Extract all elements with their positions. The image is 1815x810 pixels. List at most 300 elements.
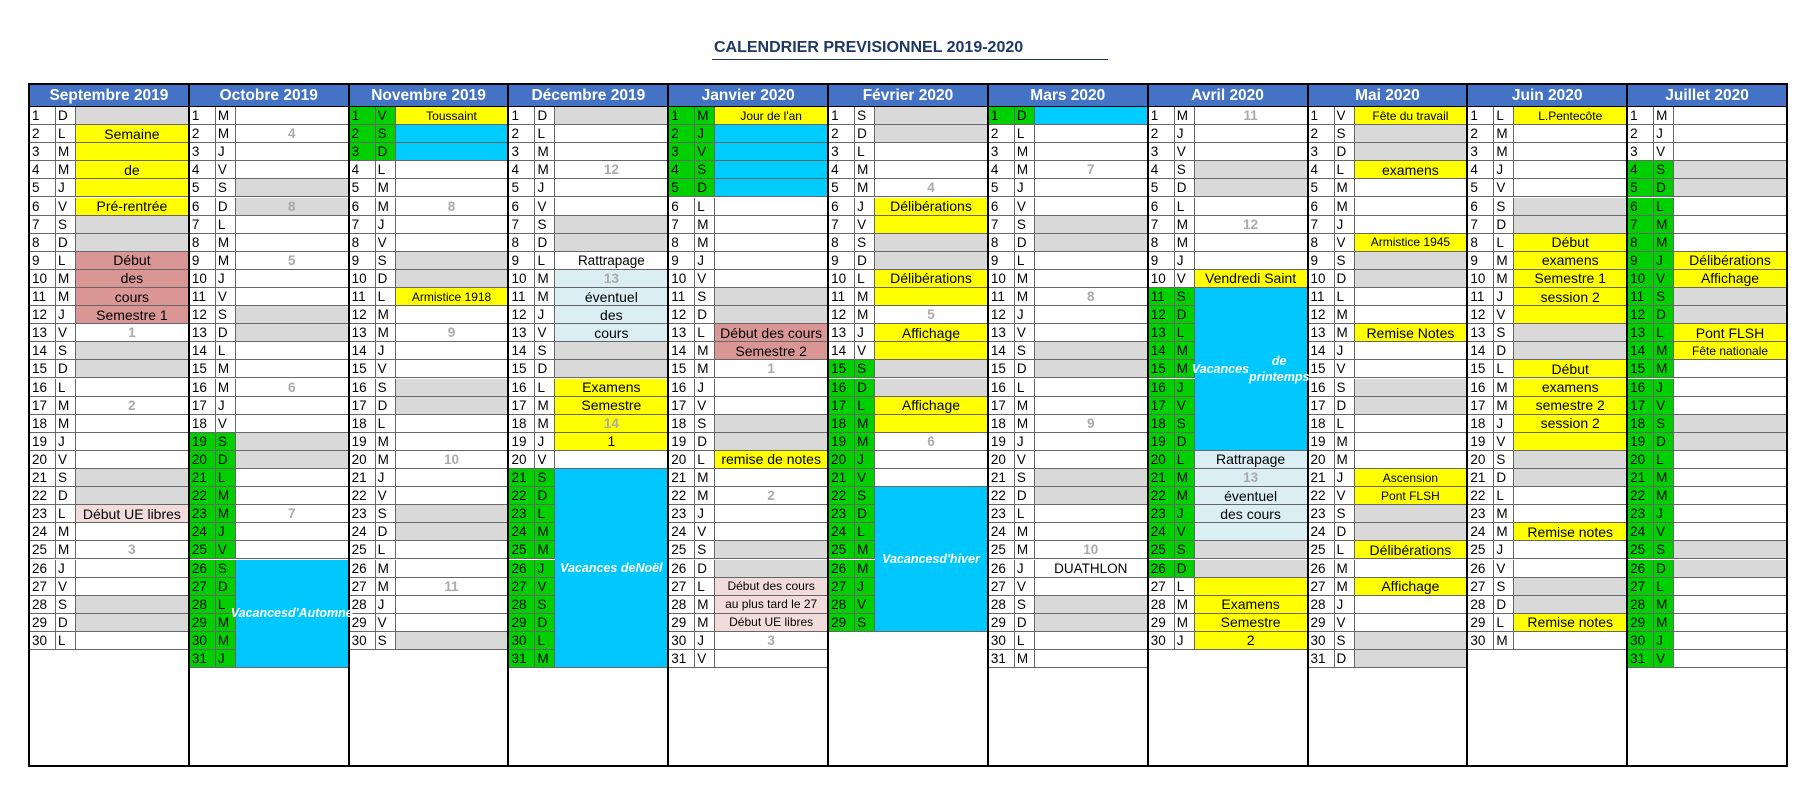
day-letter: M — [1654, 469, 1674, 486]
day-number: 23 — [669, 505, 695, 522]
day-event — [1035, 198, 1147, 215]
day-letter: M — [1015, 541, 1035, 558]
day-number: 25 — [669, 541, 695, 558]
day-number: 25 — [350, 541, 376, 558]
day-letter: L — [56, 379, 76, 396]
day-number: 29 — [350, 614, 376, 631]
day-letter: J — [216, 523, 236, 540]
day-letter: V — [1494, 306, 1514, 323]
day-event — [396, 541, 508, 558]
day-number: 3 — [350, 143, 376, 160]
day-row — [989, 433, 1147, 451]
day-letter: M — [1015, 415, 1035, 432]
day-event — [1035, 143, 1147, 160]
day-letter: V — [695, 397, 715, 414]
day-row — [1628, 650, 1786, 668]
day-letter: M — [56, 288, 76, 305]
day-row — [1628, 270, 1786, 288]
day-letter: M — [1335, 198, 1355, 215]
day-row — [1309, 179, 1467, 197]
day-row — [30, 596, 188, 614]
day-row — [1309, 252, 1467, 270]
day-event: 2 — [1195, 632, 1307, 649]
day-number: 20 — [1468, 451, 1494, 468]
day-number: 10 — [190, 270, 216, 287]
day-letter: S — [1015, 469, 1035, 486]
day-event — [1355, 198, 1467, 215]
day-event — [76, 234, 188, 251]
day-event: éventuel — [1195, 487, 1307, 504]
day-letter: D — [535, 234, 555, 251]
day-letter: L — [695, 198, 715, 215]
day-number: 11 — [30, 288, 56, 305]
day-number: 16 — [1309, 379, 1335, 396]
day-event: 11 — [1243, 108, 1258, 124]
day-letter: S — [695, 161, 715, 178]
day-number: 30 — [1309, 632, 1335, 649]
day-letter: M — [695, 596, 715, 613]
day-event — [1674, 469, 1786, 486]
day-row — [190, 379, 348, 397]
day-event — [1674, 415, 1786, 432]
day-letter: D — [1015, 487, 1035, 504]
day-event — [396, 596, 508, 613]
day-row — [989, 342, 1147, 360]
month-column — [669, 85, 829, 765]
day-letter: D — [1494, 342, 1514, 359]
day-event — [1514, 216, 1626, 233]
day-row — [989, 451, 1147, 469]
day-row — [989, 379, 1147, 397]
day-letter: M — [535, 161, 555, 178]
day-row — [669, 360, 827, 378]
day-event — [1355, 342, 1467, 359]
day-letter: J — [855, 198, 875, 215]
day-row — [1628, 397, 1786, 415]
day-number: 23 — [989, 505, 1015, 522]
day-event — [396, 125, 508, 142]
day-letter: J — [1654, 505, 1674, 522]
day-row — [30, 379, 188, 397]
day-event: session 2 — [1514, 415, 1626, 432]
month-column — [989, 85, 1149, 765]
day-number: 10 — [1468, 270, 1494, 287]
day-row — [1628, 306, 1786, 324]
day-row — [669, 125, 827, 143]
day-row — [1628, 125, 1786, 143]
day-row — [1628, 560, 1786, 578]
day-row — [669, 523, 827, 541]
day-number: 28 — [30, 596, 56, 613]
day-letter: S — [1494, 451, 1514, 468]
day-letter: M — [695, 614, 715, 631]
day-row — [989, 469, 1147, 487]
day-letter: M — [855, 541, 875, 558]
day-number: 1 — [1149, 107, 1175, 124]
day-letter: S — [216, 433, 236, 450]
day-event: Examens — [555, 379, 667, 396]
day-letter: V — [1654, 143, 1674, 160]
day-event — [1355, 614, 1467, 631]
day-event: remise de notes — [715, 451, 827, 468]
day-event — [1674, 596, 1786, 613]
day-number: 29 — [829, 614, 855, 631]
day-number: 1 — [1309, 107, 1335, 124]
day-event: Semestre — [555, 397, 667, 414]
day-event — [1355, 397, 1467, 414]
day-letter: L — [1654, 324, 1674, 341]
day-number: 26 — [1468, 560, 1494, 577]
day-row — [1149, 143, 1307, 161]
day-event — [1035, 270, 1147, 287]
day-letter: L — [376, 161, 396, 178]
day-row — [1149, 125, 1307, 143]
day-event — [236, 306, 348, 323]
day-row — [350, 523, 508, 541]
day-row — [190, 107, 348, 125]
day-letter: D — [56, 487, 76, 504]
day-event — [875, 288, 987, 305]
day-number: 23 — [509, 505, 535, 522]
day-row — [669, 179, 827, 197]
day-letter: V — [376, 487, 396, 504]
day-number: 12 — [989, 306, 1015, 323]
day-number: 3 — [1468, 143, 1494, 160]
day-number: 1 — [829, 107, 855, 124]
day-letter: M — [855, 306, 875, 323]
day-number: 7 — [1628, 216, 1654, 233]
day-letter: J — [216, 397, 236, 414]
day-number: 27 — [350, 578, 376, 595]
day-event — [1674, 578, 1786, 595]
day-letter: L — [1494, 107, 1514, 124]
day-number: 14 — [1309, 342, 1335, 359]
day-letter: M — [376, 451, 396, 468]
day-number: 7 — [989, 216, 1015, 233]
day-row — [190, 198, 348, 216]
day-event — [396, 379, 508, 396]
day-event: 13 — [1195, 469, 1307, 486]
day-row — [350, 578, 508, 596]
day-row — [509, 288, 667, 306]
day-number: 22 — [1309, 487, 1335, 504]
day-letter: J — [535, 179, 555, 196]
day-number: 11 — [1468, 288, 1494, 305]
day-event: Remise notes — [1514, 523, 1626, 540]
day-number: 21 — [829, 469, 855, 486]
day-number: 29 — [989, 614, 1015, 631]
day-letter: S — [1654, 161, 1674, 178]
day-row — [1149, 632, 1307, 650]
day-event: 12 — [1243, 216, 1259, 232]
day-number: 3 — [1628, 143, 1654, 160]
day-number: 30 — [509, 632, 535, 649]
day-number: 27 — [1468, 578, 1494, 595]
day-letter: L — [695, 578, 715, 595]
day-letter: D — [535, 360, 555, 377]
day-letter: J — [1654, 125, 1674, 142]
day-row — [30, 614, 188, 632]
day-letter: J — [376, 596, 396, 613]
day-row — [669, 614, 827, 632]
day-number: 8 — [1309, 234, 1335, 251]
day-event — [715, 234, 827, 251]
day-letter: J — [216, 143, 236, 160]
day-row — [669, 234, 827, 252]
day-letter: M — [535, 270, 555, 287]
day-row — [669, 161, 827, 179]
day-letter: J — [1335, 216, 1355, 233]
day-number: 5 — [1628, 179, 1654, 196]
day-event — [1674, 288, 1786, 305]
day-event: Jour de l'an — [715, 107, 827, 124]
day-row — [1468, 397, 1626, 415]
day-event — [715, 541, 827, 558]
day-number: 21 — [669, 469, 695, 486]
day-row — [1468, 252, 1626, 270]
day-row — [1309, 161, 1467, 179]
day-event: Début UE libres — [715, 614, 827, 631]
day-number: 24 — [509, 523, 535, 540]
day-event — [555, 342, 667, 359]
day-row — [1149, 252, 1307, 270]
day-letter: V — [695, 270, 715, 287]
day-event: 10 — [444, 451, 460, 467]
day-row — [350, 288, 508, 306]
day-row — [1309, 397, 1467, 415]
day-letter: M — [1335, 560, 1355, 577]
day-number: 12 — [669, 306, 695, 323]
day-letter: J — [535, 433, 555, 450]
day-row — [509, 198, 667, 216]
day-row — [350, 216, 508, 234]
day-event — [1674, 143, 1786, 160]
day-letter: S — [1335, 125, 1355, 142]
day-row — [30, 397, 188, 415]
day-number: 11 — [989, 288, 1015, 305]
day-row — [1628, 596, 1786, 614]
day-letter: S — [56, 596, 76, 613]
day-event — [1035, 505, 1147, 522]
day-row — [829, 125, 987, 143]
day-number: 16 — [989, 379, 1015, 396]
day-event — [1674, 179, 1786, 196]
day-number: 25 — [1468, 541, 1494, 558]
page-title: CALENDRIER PREVISIONNEL 2019-2020 — [712, 38, 1108, 60]
day-event — [396, 161, 508, 178]
month-header: Décembre 2019 — [509, 85, 667, 107]
day-number: 17 — [1628, 397, 1654, 414]
day-event: Vendredi Saint — [1195, 270, 1307, 287]
day-row — [350, 433, 508, 451]
day-number: 8 — [1628, 234, 1654, 251]
day-letter: D — [216, 578, 236, 595]
day-event: 5 — [287, 252, 296, 268]
vacation-block: Vacances d'Automne — [236, 560, 348, 668]
day-event — [1355, 415, 1467, 432]
day-number: 16 — [509, 379, 535, 396]
day-row — [989, 523, 1147, 541]
day-letter: M — [535, 397, 555, 414]
day-number: 18 — [1628, 415, 1654, 432]
day-row — [509, 143, 667, 161]
day-row — [190, 143, 348, 161]
day-row — [669, 252, 827, 270]
day-row — [350, 270, 508, 288]
day-row — [1628, 360, 1786, 378]
day-row — [1309, 596, 1467, 614]
day-letter: S — [535, 469, 555, 486]
day-row — [989, 306, 1147, 324]
day-event: Toussaint — [396, 107, 508, 124]
day-letter: L — [1335, 415, 1355, 432]
month-header: Janvier 2020 — [669, 85, 827, 107]
day-letter: J — [1015, 433, 1035, 450]
day-event — [715, 505, 827, 522]
day-letter: M — [535, 650, 555, 667]
day-number: 9 — [1149, 252, 1175, 269]
day-row — [1309, 125, 1467, 143]
day-letter: L — [216, 469, 236, 486]
day-event: des — [555, 306, 667, 323]
day-letter: S — [1015, 596, 1035, 613]
day-row — [190, 451, 348, 469]
day-row — [1628, 451, 1786, 469]
day-row — [1468, 306, 1626, 324]
day-event — [1674, 487, 1786, 504]
day-letter: L — [216, 596, 236, 613]
day-event — [715, 125, 827, 142]
day-letter: V — [376, 614, 396, 631]
day-row — [669, 487, 827, 505]
day-letter: M — [855, 415, 875, 432]
day-letter: L — [855, 397, 875, 414]
day-letter: M — [1175, 216, 1195, 233]
day-number: 12 — [1628, 306, 1654, 323]
day-row — [829, 216, 987, 234]
day-event — [1195, 523, 1307, 540]
day-event — [1355, 125, 1467, 142]
day-number: 4 — [30, 161, 56, 178]
day-number: 21 — [350, 469, 376, 486]
day-letter: V — [216, 415, 236, 432]
day-letter: V — [535, 324, 555, 341]
day-row — [669, 270, 827, 288]
day-number: 31 — [190, 650, 216, 667]
day-letter: M — [216, 379, 236, 396]
day-letter: L — [535, 252, 555, 269]
day-letter: J — [1015, 179, 1035, 196]
day-event: examens — [1514, 252, 1626, 269]
day-number: 20 — [30, 451, 56, 468]
day-row — [669, 632, 827, 650]
day-event — [875, 342, 987, 359]
day-row — [1309, 632, 1467, 650]
day-number: 20 — [509, 451, 535, 468]
day-row — [1309, 379, 1467, 397]
day-event — [1514, 451, 1626, 468]
day-event — [1355, 143, 1467, 160]
day-event — [396, 505, 508, 522]
day-event: Semaine — [76, 125, 188, 142]
day-number: 5 — [350, 179, 376, 196]
day-letter: S — [216, 560, 236, 577]
day-letter: S — [695, 288, 715, 305]
day-letter: M — [56, 415, 76, 432]
day-letter: S — [855, 107, 875, 124]
day-row — [350, 541, 508, 559]
day-row — [509, 216, 667, 234]
day-letter: J — [1494, 415, 1514, 432]
day-letter: L — [1175, 324, 1195, 341]
day-letter: M — [1175, 107, 1195, 124]
day-letter: D — [535, 107, 555, 124]
day-number: 27 — [829, 578, 855, 595]
day-number: 7 — [350, 216, 376, 233]
day-row — [1468, 270, 1626, 288]
day-row — [350, 451, 508, 469]
day-letter: V — [1335, 234, 1355, 251]
day-letter: S — [376, 252, 396, 269]
day-event — [396, 216, 508, 233]
day-number: 16 — [30, 379, 56, 396]
day-row — [1468, 578, 1626, 596]
day-row — [1149, 234, 1307, 252]
day-number: 26 — [509, 560, 535, 577]
day-event — [715, 650, 827, 667]
day-number: 2 — [30, 125, 56, 142]
day-event — [1195, 198, 1307, 215]
day-row — [1309, 234, 1467, 252]
day-event — [555, 451, 667, 468]
day-number: 10 — [30, 270, 56, 287]
day-row — [1628, 505, 1786, 523]
day-row — [829, 306, 987, 324]
day-letter: M — [1494, 143, 1514, 160]
day-number: 15 — [509, 360, 535, 377]
day-row — [509, 107, 667, 125]
day-letter: S — [376, 632, 396, 649]
day-event — [1674, 216, 1786, 233]
day-letter: V — [1175, 523, 1195, 540]
day-event — [1674, 107, 1786, 124]
day-event — [875, 469, 987, 486]
day-number: 27 — [1628, 578, 1654, 595]
day-letter: M — [1015, 397, 1035, 414]
day-number: 15 — [1468, 360, 1494, 377]
day-number: 4 — [190, 161, 216, 178]
day-event: Affichage — [1355, 578, 1467, 595]
day-event — [1674, 306, 1786, 323]
day-event — [396, 487, 508, 504]
day-number: 27 — [989, 578, 1015, 595]
day-event — [1514, 306, 1626, 323]
day-event: Armistice 1918 — [396, 288, 508, 305]
day-row — [350, 505, 508, 523]
day-letter: J — [1175, 125, 1195, 142]
day-row — [30, 125, 188, 143]
day-number: 8 — [669, 234, 695, 251]
day-row — [190, 324, 348, 342]
day-number: 2 — [989, 125, 1015, 142]
day-number: 24 — [190, 523, 216, 540]
day-number: 19 — [1309, 433, 1335, 450]
day-event — [1514, 560, 1626, 577]
day-event: 9 — [447, 325, 456, 341]
day-event — [236, 107, 348, 124]
day-event: L.Pentecôte — [1514, 107, 1626, 124]
day-event — [1674, 198, 1786, 215]
